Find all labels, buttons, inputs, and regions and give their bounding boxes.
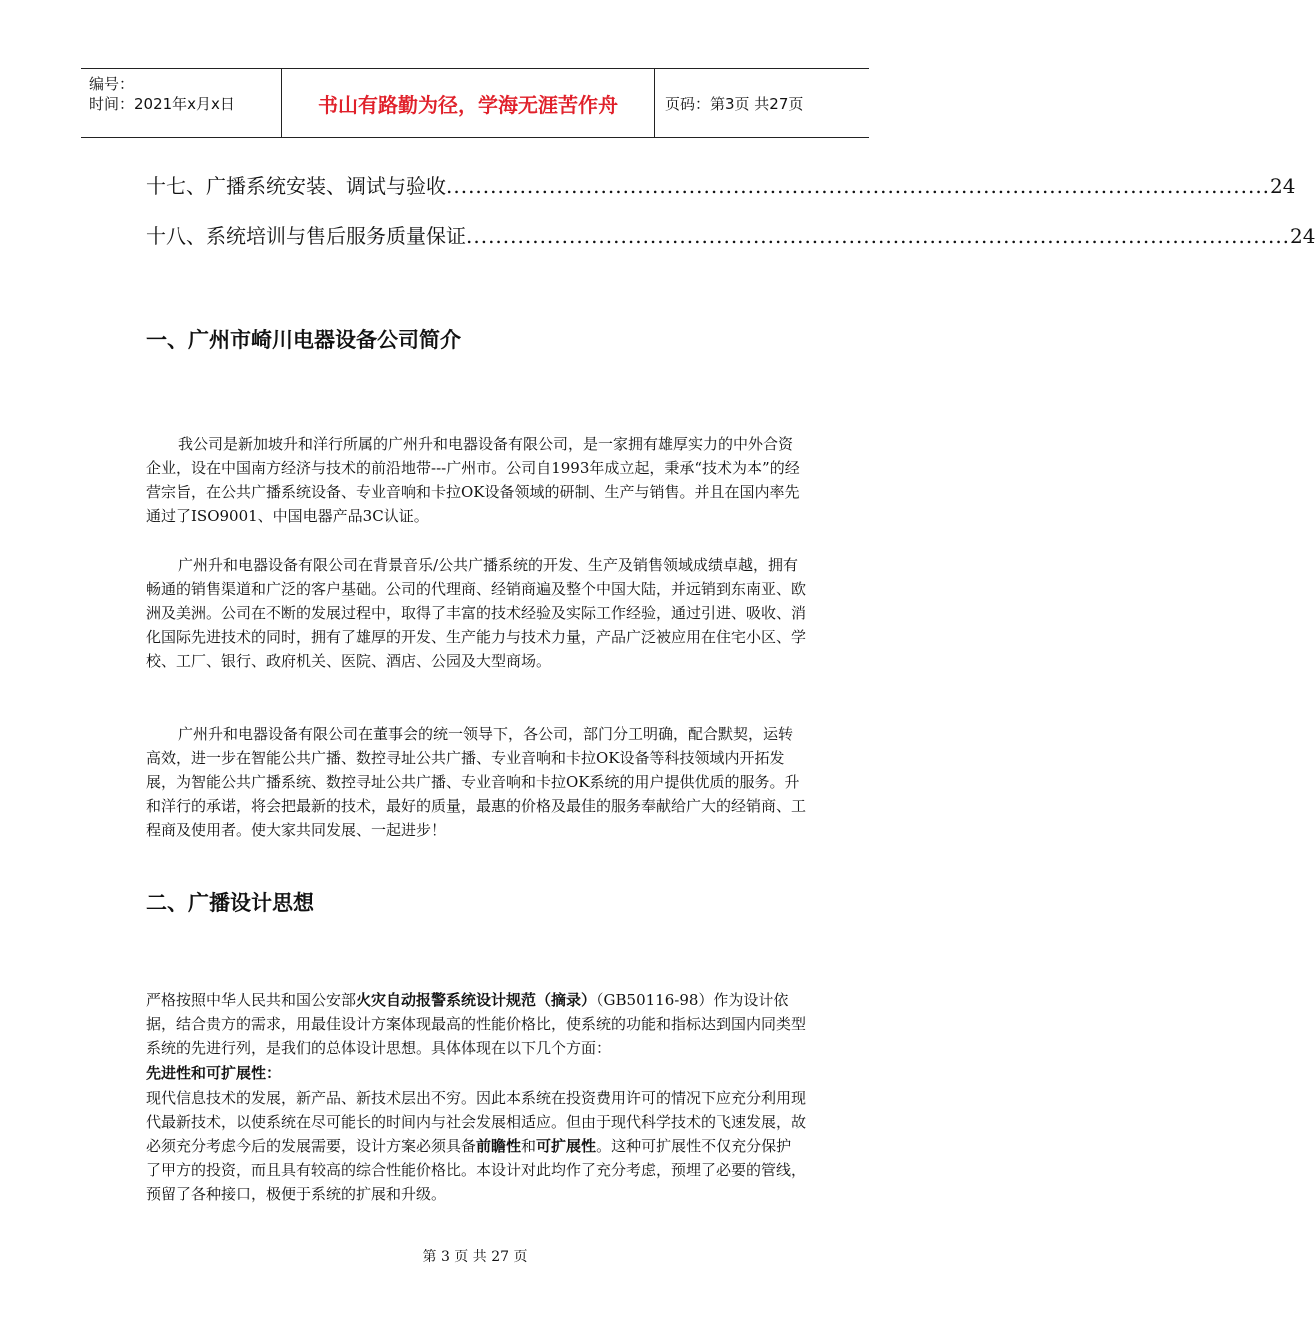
header-page-cell	[655, 69, 869, 137]
section-heading-company-intro: 一、广州市崎川电器设备公司简介	[146, 328, 461, 352]
company-intro-paragraph: 我公司是新加坡升和洋行所属的广州升和电器设备有限公司，是一家拥有雄厚实力的中外合资企业，设在中国南方经济与技术的前沿地带---广州市。公司自1993年成立起，秉承“技术为本”的经营宗旨，在公共广播系统设备、专业音响和卡拉OK设备领域的研制、生产与销售。并且在国内率先通过了ISO9001、中国电器产品3C认证。	[146, 435, 800, 525]
company-intro-paragraph: 广州升和电器设备有限公司在董事会的统一领导下，各公司，部门分工明确，配合默契，运转高效，进一步在智能公共广播、数控寻址公共广播、专业音响和卡拉OK设备等科技领域内开拓发展，为智能公共广播系统、数控寻址公共广播、专业音响和卡拉OK系统的用户提供优质的服务。升和洋行的承诺，将会把最新的技术，最好的质量，最惠的价格及最佳的服务奉献给广大的经销商、工程商及使用者。使大家共同发展、一起进步！	[146, 725, 807, 839]
subheading-advanced-scalable: 先进性和可扩展性：	[146, 1064, 282, 1082]
toc-entry-title: 十八、系统培训与售后服务质量保证	[146, 224, 466, 248]
toc-entry[interactable]	[146, 220, 1315, 250]
emphasis-scalability: 可扩展性	[536, 1137, 597, 1155]
section-heading-design-idea: 二、广播设计思想	[146, 891, 314, 915]
toc-entry[interactable]	[146, 170, 1296, 200]
design-intro-paragraph	[146, 988, 806, 1060]
advanced-text: 现代信息技术的发展，新产品、新技术层出不穷。因此本系统在投资费用许可的情况下应充分利用现代最新技术，以使系统在尽可能长的时间内与社会发展相适应。但由于现代科学技术的飞速发展，故必须充分考虑今后的发展需要，设计方案必须具备	[146, 1089, 807, 1155]
design-intro-text-cont: （GB50116-98）作为设计依据，结合贵方的需求，用最佳设计方案体现最高的性能价格比，使系统的功能和指标达到国内同类型系统的先进行列，是我们的总体设计思想。具体体现在以下几个方面：	[146, 991, 807, 1057]
advanced-text-joiner: 和	[521, 1137, 537, 1155]
document-number-label: 编号：	[89, 75, 135, 93]
header-meta-cell	[81, 69, 282, 137]
document-time-label: 时间：2021年x月x日	[89, 95, 235, 113]
page-header	[81, 68, 869, 138]
emphasis-forward-looking: 前瞻性	[476, 1137, 522, 1155]
design-intro-text: 严格按照中华人民共和国公安部	[146, 991, 357, 1009]
toc-entry-page: 24	[1270, 174, 1296, 198]
advanced-text-cont: 。这种可扩展性不仅充分保护了甲方的投资，而且具有较高的综合性能价格比。本设计对此均作了充分考虑，预埋了必要的管线，预留了各种接口，极便于系统的扩展和升级。	[146, 1137, 807, 1203]
page-footer: 第 3 页 共 27 页	[422, 1249, 528, 1265]
toc-leader-dots: ................................................................................................................	[446, 174, 1271, 198]
header-motto-cell	[282, 69, 655, 137]
toc-leader-dots: ................................................................................................................	[466, 224, 1291, 248]
toc-entry-title: 十七、广播系统安装、调试与验收	[146, 174, 446, 198]
design-standard-title: 火灾自动报警系统设计规范（摘录）	[356, 991, 597, 1009]
advanced-scalable-paragraph	[146, 1086, 806, 1206]
company-intro-paragraph: 广州升和电器设备有限公司在背景音乐/公共广播系统的开发、生产及销售领域成绩卓越，拥有畅通的销售渠道和广泛的客户基础。公司的代理商、经销商遍及整个中国大陆，并远销到东南亚、欧洲及美洲。公司在不断的发展过程中，取得了丰富的技术经验及实际工作经验，通过引进、吸收、消化国际先进技术的同时，拥有了雄厚的开发、生产能力与技术力量，产品广泛被应用在住宅小区、学校、工厂、银行、政府机关、医院、酒店、公园及大型商场。	[146, 556, 807, 670]
header-motto: 书山有路勤为径，学海无涯苦作舟	[318, 93, 618, 117]
toc-entry-page: 24	[1290, 224, 1315, 248]
header-page-info: 页码：第3页 共27页	[665, 95, 804, 113]
